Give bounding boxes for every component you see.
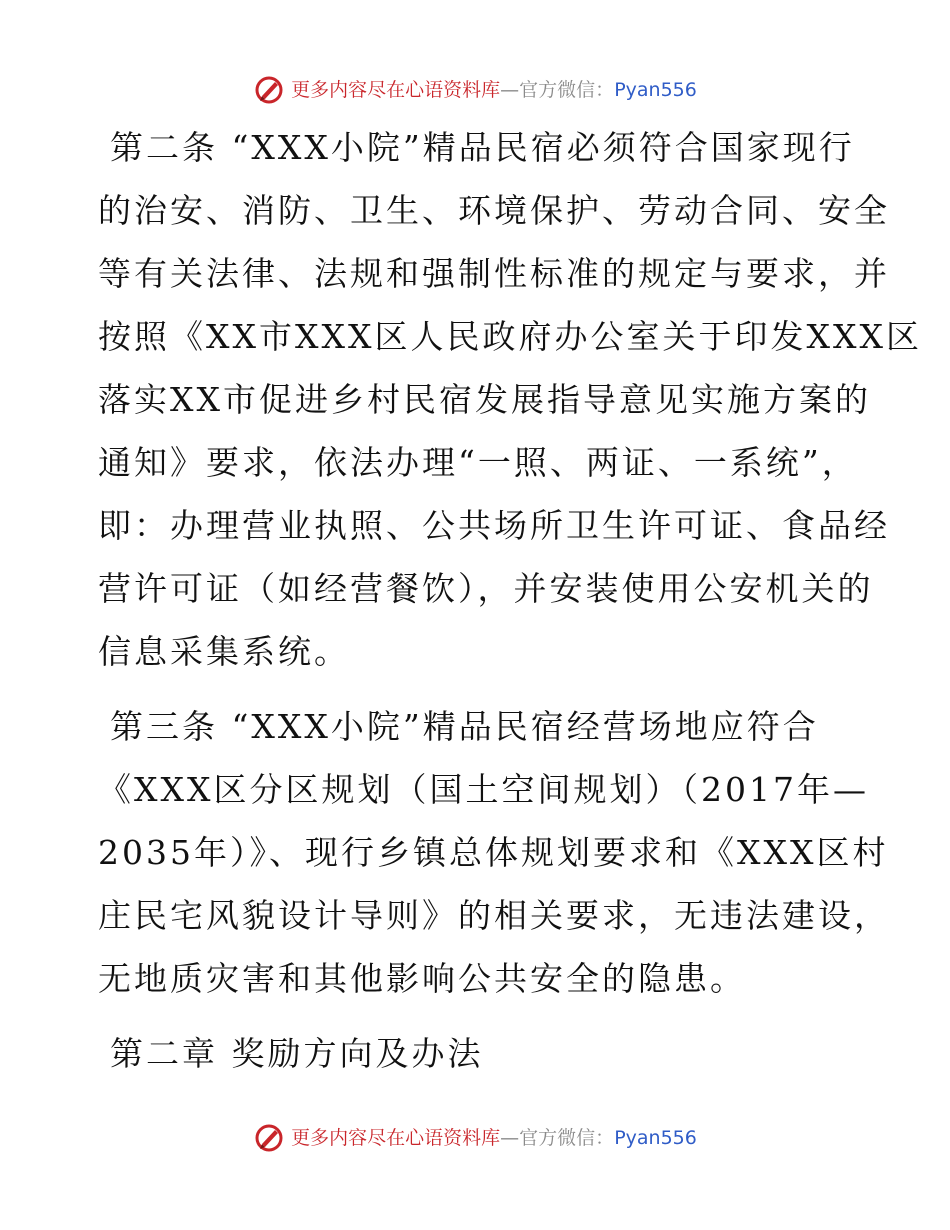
article-2-paragraph [98,116,922,683]
document-body [98,116,922,1085]
text-line: 通知》要求，依法办理“一照、两证、一系统”， [98,443,858,482]
chapter-2-heading [98,1022,858,1085]
text-line: 信息采集系统。 [98,632,350,671]
text-line: 庄民宅风貌设计导则》的相关要求，无违法建设， [98,896,890,935]
chapter-title: 第二章 奖励方向及办法 [110,1034,484,1073]
text-line: 的治安、消防、卫生、环境保护、劳动合同、安全 [98,191,890,230]
watermark-text-id: Pyan556 [614,1126,697,1149]
pen-logo-icon [253,74,285,106]
text-line: 落实XX市促进乡村民宿发展指导意见实施方案的 [98,380,871,419]
text-line: 即：办理营业执照、公共场所卫生许可证、食品经 [98,506,890,545]
text-line: 营许可证（如经营餐饮），并安装使用公安机关的 [98,569,874,608]
watermark-text-id: Pyan556 [614,78,697,101]
text-line: 按照《XX市XXX区人民政府办公室关于印发XXX区 [98,317,922,356]
watermark-text-library: 更多内容尽在心语资料库 [291,78,501,101]
text-line: 2035年）》、现行乡镇总体规划要求和《XXX区村 [98,833,889,872]
text-line: 第二条 “XXX小院”精品民宿必须符合国家现行 [110,128,855,167]
footer-watermark [0,1118,950,1158]
pen-logo-icon [253,1122,285,1154]
article-3-paragraph [98,695,890,1010]
watermark-text-wechat: —官方微信： [500,78,615,101]
text-line: 第三条 “XXX小院”精品民宿经营场地应符合 [110,707,819,746]
text-line: 《XXX区分区规划（国土空间规划）（2017年— [98,770,869,809]
header-watermark [0,70,950,110]
watermark-text-library: 更多内容尽在心语资料库 [291,1126,501,1149]
text-line: 无地质灾害和其他影响公共安全的隐患。 [98,959,746,998]
watermark-text-wechat: —官方微信： [500,1126,615,1149]
text-line: 等有关法律、法规和强制性标准的规定与要求，并 [98,254,890,293]
